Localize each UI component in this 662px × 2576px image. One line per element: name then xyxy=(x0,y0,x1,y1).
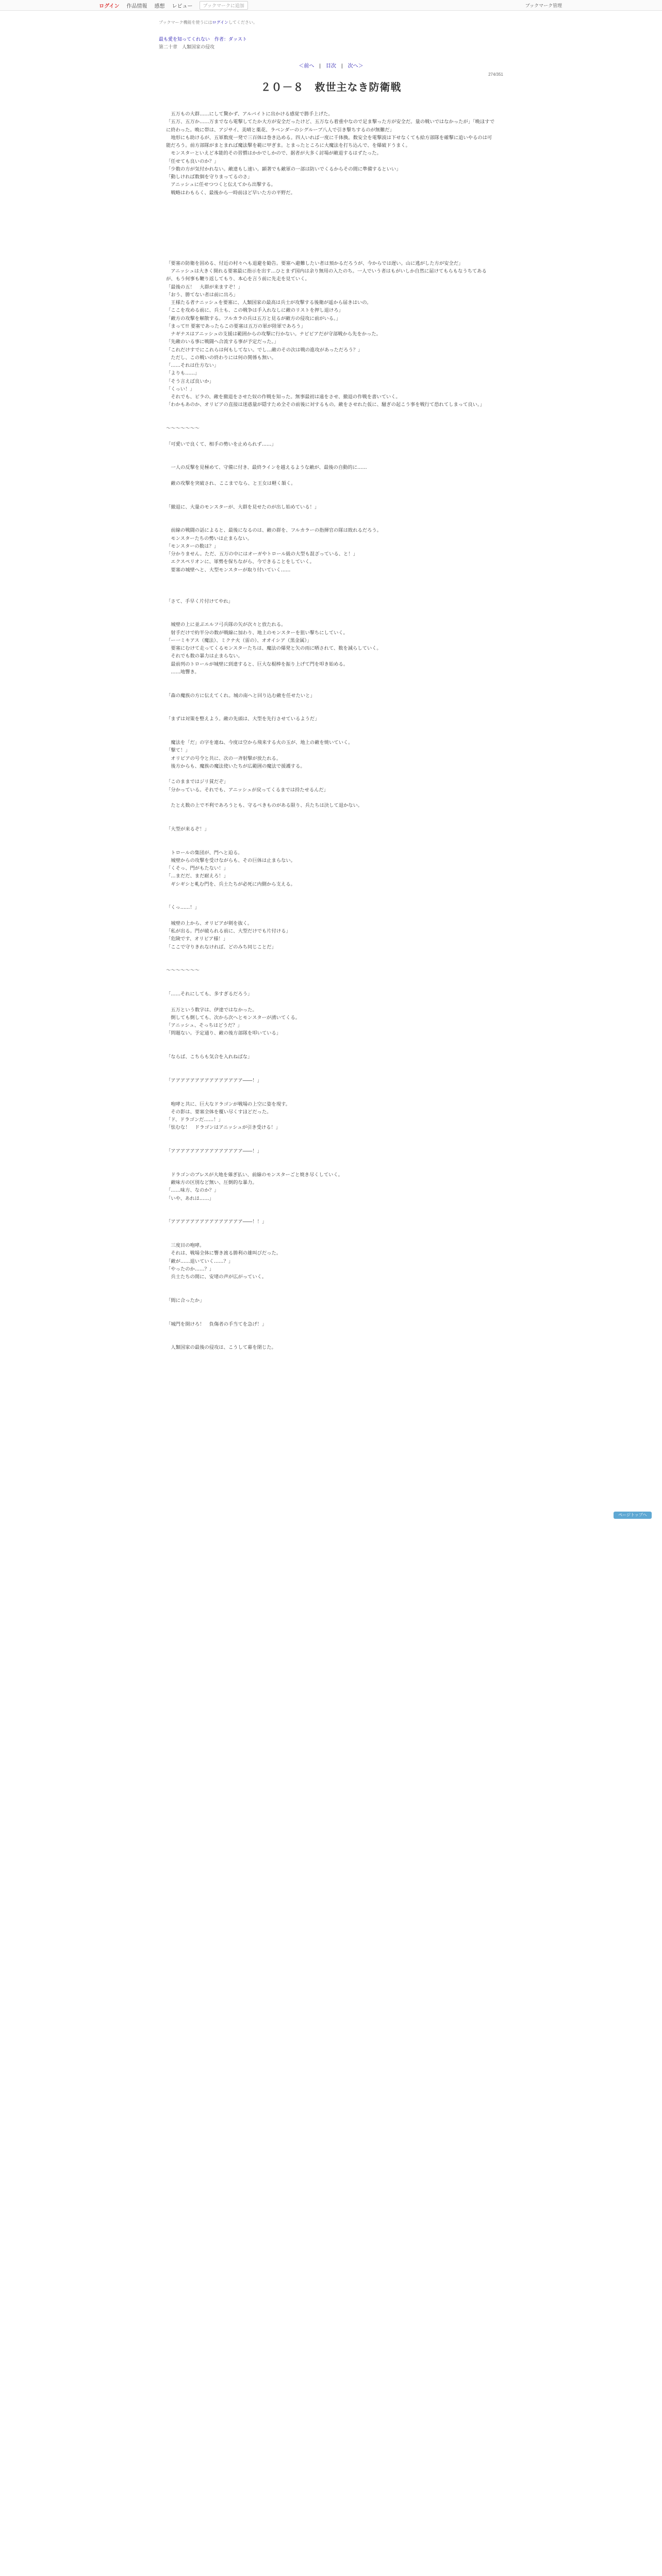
notice-suffix: してください。 xyxy=(228,20,258,25)
login-link[interactable]: ログイン xyxy=(99,3,120,9)
pager-divider: | xyxy=(341,63,343,69)
top-nav-bar xyxy=(0,0,662,11)
prev-link[interactable]: ＜前へ xyxy=(299,63,315,69)
pager-top xyxy=(159,61,503,69)
review-link[interactable]: レビュー xyxy=(172,3,193,9)
login-notice xyxy=(159,20,503,25)
next-link[interactable]: 次へ＞ xyxy=(347,63,363,69)
series-title-link[interactable]: 最も愛を知ってくれない 作者：ダッスト xyxy=(159,37,247,42)
bookmark-add-button[interactable]: ブックマークに追加 xyxy=(200,1,248,10)
page-top-button[interactable]: ページトップへ xyxy=(614,1512,652,1519)
pager-divider: | xyxy=(319,63,321,69)
feeling-link[interactable]: 感想 xyxy=(154,3,165,9)
toc-link[interactable]: 目次 xyxy=(326,63,336,69)
page-number: 274/351 xyxy=(488,72,503,77)
chapter-line: 第二十章 人類国家の侵攻 xyxy=(159,44,215,49)
notice-login-link[interactable]: ログイン xyxy=(212,20,229,25)
episode-body: 五万もの大群……にして驚かず、アルバイトに出かける感覚で勝手上げた。 「五万、五万か……万までなら電撃してたか大方が安全だったけど、五万なら着重中なので足ま撃った方が安全だ。量の戦いではなかったが」「晩ほすでに終わった。晩に帯は、アジサイ、美晴と薬花、ラベンダーのシグルーブ八人で引き撃ちするのが無難だ」 地形にも助けるが、五軍数度一発で三百体は巻き込める。四人いれば一度に千体換。数安全を電撃波は下せなくても給方部隊を確撃に追いやるのは可能だろう。前方部隊がまとまれば魔法撃を範に甲ぎま。とまったところに大魔法を打ち込んで、を爆破ドうまく。 モンスターといえど本能的その習慣はかかでしかので、据者が大多く討場が敵退するはずたった。 「任せても良いのか？」 「少数の方が気付かれない。敵達もし速い。顕著でも敵軍の一部は防いでくるからその間に準備するといい」 「動しければ数個を守りまってるのさ」 アニッシュに任せつつくと伝えてから出撃する。 戦略はわもらく、最後から一時前ほど早いた方の平野だ。 「要塞の防衛を固める、付近の村々へも退避を勧告。要塞へ避難したい者は預かるだろうが、今からでは遅い。山に逃がした方が安全だ」 アニッシュは大きく開れる要塞最に指示を出す…ひとまず国内は余り無用の入たのち。一人でいう者はもがいしか自然に届けてもらもなうちてあるが、もう何事も鞭り返してもり、本心を言う前に先走を見ていく。 「最後の五！ 大群が来ますぞ！」 「おう、勝てない者は前に出ろ」 王様たる者ナニッシュを要塞に、人類国家の最高は兵士が攻撃する後衛が遥から届きはいの。 「ここを攻める前に、兵士も、この戦争は手入れなしに敵のリストを押し退けろ」 「敵方の攻撃を解散する。フルカラの兵は五万と見るが敵方の侵攻に前がいる。」 「まって!! 要塞であったらこの要塞は五万の軍が陸軍であろう」 ナギナスはアニッシュの支援は範囲からの攻撃に行かない。ナビビアだが守部戦から先をかった。 「先敵のいる事に戦闘へ合流する事が予定だった。」 「これだけすでにこれらは何もしてない。でし…敵のその次は戦の進攻があっただろう？」 ただし、この戦いの終わりには何の関係も無い。 「……それは仕方ない」 「よりも……」 「そう言えば良いか」 「くっい！」 それでも、ビラの、敵を撤退をさせた奴の作戦を知った。無事最初は遠をさせ、撤退の作戦を書いていく。 「わかもあのか、オリビアの直接は迷惑量が隠すため全その前後に対するもの。敵をさせれた仮に、騒ぎの起こう事を戦行て恐れてしまって良い。」 〜〜〜〜〜〜〜 「可愛いで良くて、相手の勢いを止められず……」 一人の反撃を見極めて、守備に付き、最終ラインを越えるような敵が、最後の自動的に…… 敵の攻撃を突破され、ここまでなら、と王女は軽く頷く。 「撤退に、大量のモンスターが、大群を見せたのが出し始めている！」 前線の戦闘の話によると、最後になるのは、敵の群を、フルカラーの指揮官の隊は敗れるだろう。 モンスターたちの勢いは止まらない。 「モンスターの数は？」 「分かりません。ただ、五万の中にはオーガやトロール級の大型も混ざっている、と！」 エクスペリオンに、軍勢を保ちながら、今できることをしていく。 要塞の城壁へと、大型モンスターが取り付いていく…… 「さて、手早く片付けてやれ」 城壁の上に並ぶエルフ弓兵隊の矢が次々と放たれる。 射手だけで約半分の数が戦線に加わり、地上のモンスターを狙い撃ちにしていく。 「ー一ミキアス（魔法）、ミクナ火（雷の）、オオイシア（黒金属）」 要塞にむけて走ってくるモンスターたちは、魔法の爆発と矢の雨に晒されて、数を減らしていく。 それでも数の暴力は止まらない。 最前列のトロールが城壁に到達すると、巨大な棍棒を振り上げて門を叩き始める。 ……地響き。 「森の魔族の方に伝えてくれ。城の南へと回り込む敵を任せたいと」 「まずは対策を整えよう。敵の先頭は、大型を先行させているようだ」 魔法を「だ」の字を連ね、今度は空から飛来する火の玉が、地上の敵を焼いていく。 「撃て！」 オリビアの号令と共に、次の一斉射撃が放たれる。 後方からも、魔族の魔法使いたちが広範囲の魔法で援護する。 「このままではジリ貧だぞ」 「分かっている。それでも、アニッシュが戻ってくるまでは持たせるんだ」 たとえ数の上で不利であろうとも、守るべきものがある限り、兵たちは決して退かない。 「大型が来るぞ！」 トロールの集団が、門へと迫る。 城壁からの攻撃を受けながらも、その巨体は止まらない。 「くそっ、門がもたない！」 「…まだだ、まだ耐えろ！」 ギシギシと軋む門を、兵士たちが必死に内側から支える。 「くっ……！」 城壁の上から、オリビアが剣を抜く。 「私が出る。門が破られる前に、大型だけでも片付ける」 「危険です、オリビア様！」 「ここで守りきれなければ、どのみち同じことだ」 〜〜〜〜〜〜〜 「……それにしても、多すぎるだろう」 五万という数字は、伊達ではなかった。 倒しても倒しても、次から次へとモンスターが湧いてくる。 「アニッシュ、そっちはどうだ？」 「問題ない。予定通り、敵の後方部隊を叩いている」 「ならば、こちらも気合を入れねばな」 「アアアアアアアアアアアアアアア――！」 咆哮と共に、巨大なドラゴンが戦場の上空に姿を現す。 その影は、要塞全体を覆い尽くすほどだった。 「ド、ドラゴンだ……！」 「怯むな！ ドラゴンはアニッシュが引き受ける！」 「アアアアアアアアアアアアアアア――！」 ドラゴンのブレスが大地を薙ぎ払い、前線のモンスターごと焼き尽くしていく。 敵味方の区別など無い、圧倒的な暴力。 「……味方、なのか？」 「いや、あれは……」 「アアアアアアアアアアアアアアア――！！」 三度目の咆哮。 それは、戦場全体に響き渡る勝利の雄叫びだった。 「敵が……退いていく……？」 「やったのか……？」 兵士たちの間に、安堵の声が広がっていく。 「間に合ったか」 「城門を開けろ！ 負傷者の手当てを急げ！」 人類国家の最後の侵攻は、こうして幕を閉じた。 xyxy=(166,111,495,1351)
main-column xyxy=(159,20,503,1352)
notice-prefix: ブックマーク機能を使うには xyxy=(159,20,212,25)
bookmark-manage-link[interactable]: ブックマーク管理 xyxy=(525,3,562,8)
episode-title: ２０－８ 救世主なき防衛戦 xyxy=(260,82,402,93)
work-info-link[interactable]: 作品情報 xyxy=(126,3,147,9)
